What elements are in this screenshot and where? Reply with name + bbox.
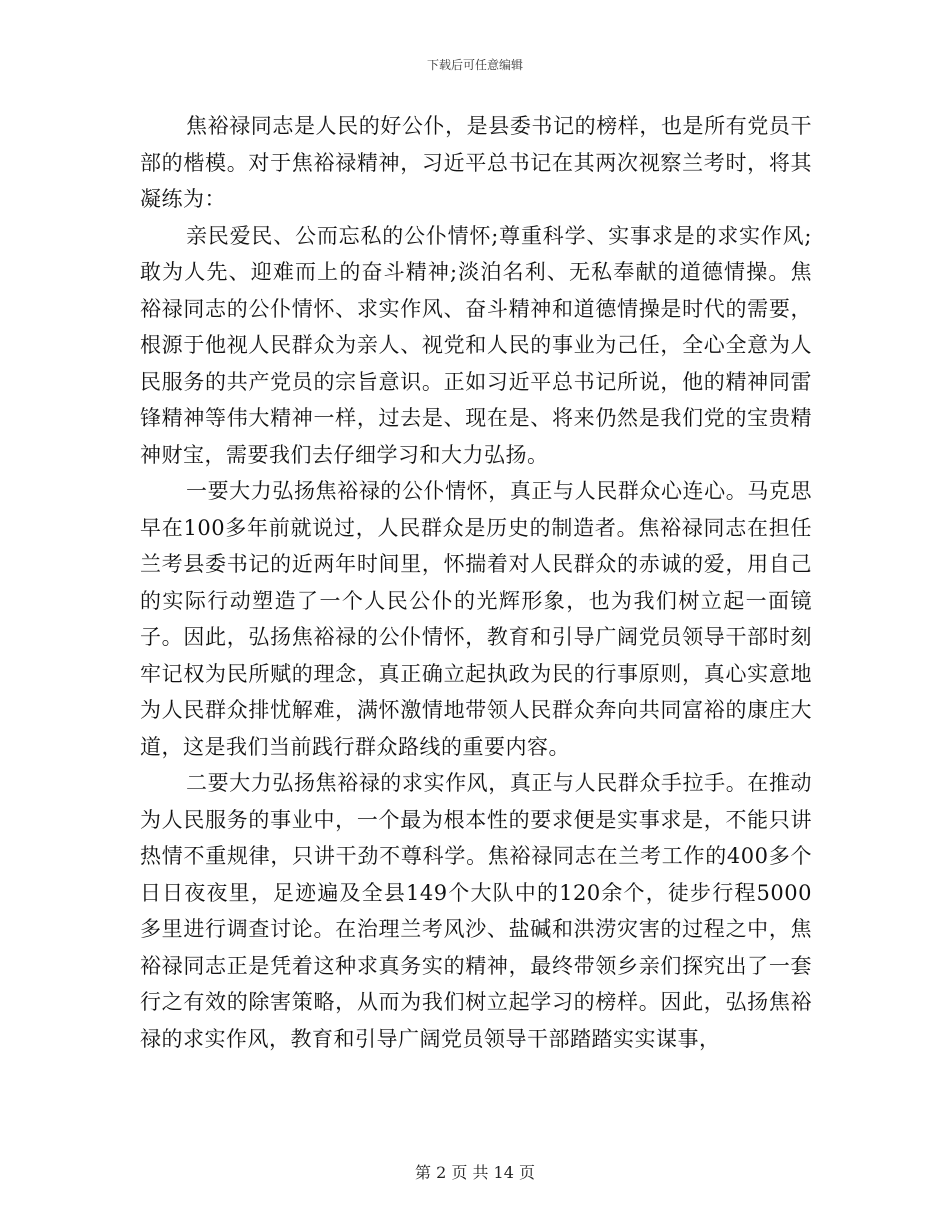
paragraph: 焦裕禄同志是人民的好公仆，是县委书记的榜样，也是所有党员干部的楷模。对于焦裕禄精神，习近平总书记在其两次视察兰考时，将其凝练为： bbox=[140, 114, 812, 211]
document-body bbox=[140, 108, 812, 1057]
paragraph: 一要大力弘扬焦裕禄的公仆情怀，真正与人民群众心连心。马克思早在100多年前就说过，人民群众是历史的制造者。焦裕禄同志在担任兰考县委书记的近两年时间里，怀揣着对人民群众的赤诚的爱，用自己的实际行动塑造了一个人民公仆的光辉形象，也为我们树立起一面镜子。因此，弘扬焦裕禄的公仆情怀，教育和引导广阔党员领导干部时刻牢记权为民所赋的理念，真正确立起执政为民的行事原则，真心实意地为人民群众排忧解难，满怀激情地带领人民群众奔向共同富裕的康庄大道，这是我们当前践行群众路线的重要内容。 bbox=[140, 479, 812, 759]
page-header: 下载后可任意编辑 bbox=[426, 58, 523, 72]
paragraph: 亲民爱民、公而忘私的公仆情怀;尊重科学、实事求是的求实作风;敢为人先、迎难而上的奋斗精神;淡泊名利、无私奉献的道德情操。焦裕禄同志的公仆情怀、求实作风、奋斗精神和道德情操是时代的需要，根源于他视人民群众为亲人、视党和人民的事业为己任，全心全意为人民服务的共产党员的宗旨意识。正如习近平总书记所说，他的精神同雷锋精神等伟大精神一样，过去是、现在是、将来仍然是我们党的宝贵精神财宝，需要我们去仔细学习和大力弘扬。 bbox=[140, 223, 812, 467]
page-number: 第 2 页 共 14 页 bbox=[415, 1163, 535, 1182]
paragraph: 二要大力弘扬焦裕禄的求实作风，真正与人民群众手拉手。在推动为人民服务的事业中，一个最为根本性的要求便是实事求是，不能只讲热情不重规律，只讲干劲不尊科学。焦裕禄同志在兰考工作的400多个日日夜夜里，足迹遍及全县149个大队中的120余个，徒步行程5000多里进行调查讨论。在治理兰考风沙、盐碱和洪涝灾害的过程之中，焦裕禄同志正是凭着这种求真务实的精神，最终带领乡亲们探究出了一套行之有效的除害策略，从而为我们树立起学习的榜样。因此，弘扬焦裕禄的求实作风，教育和引导广阔党员领导干部踏踏实实谋事， bbox=[140, 771, 812, 1051]
